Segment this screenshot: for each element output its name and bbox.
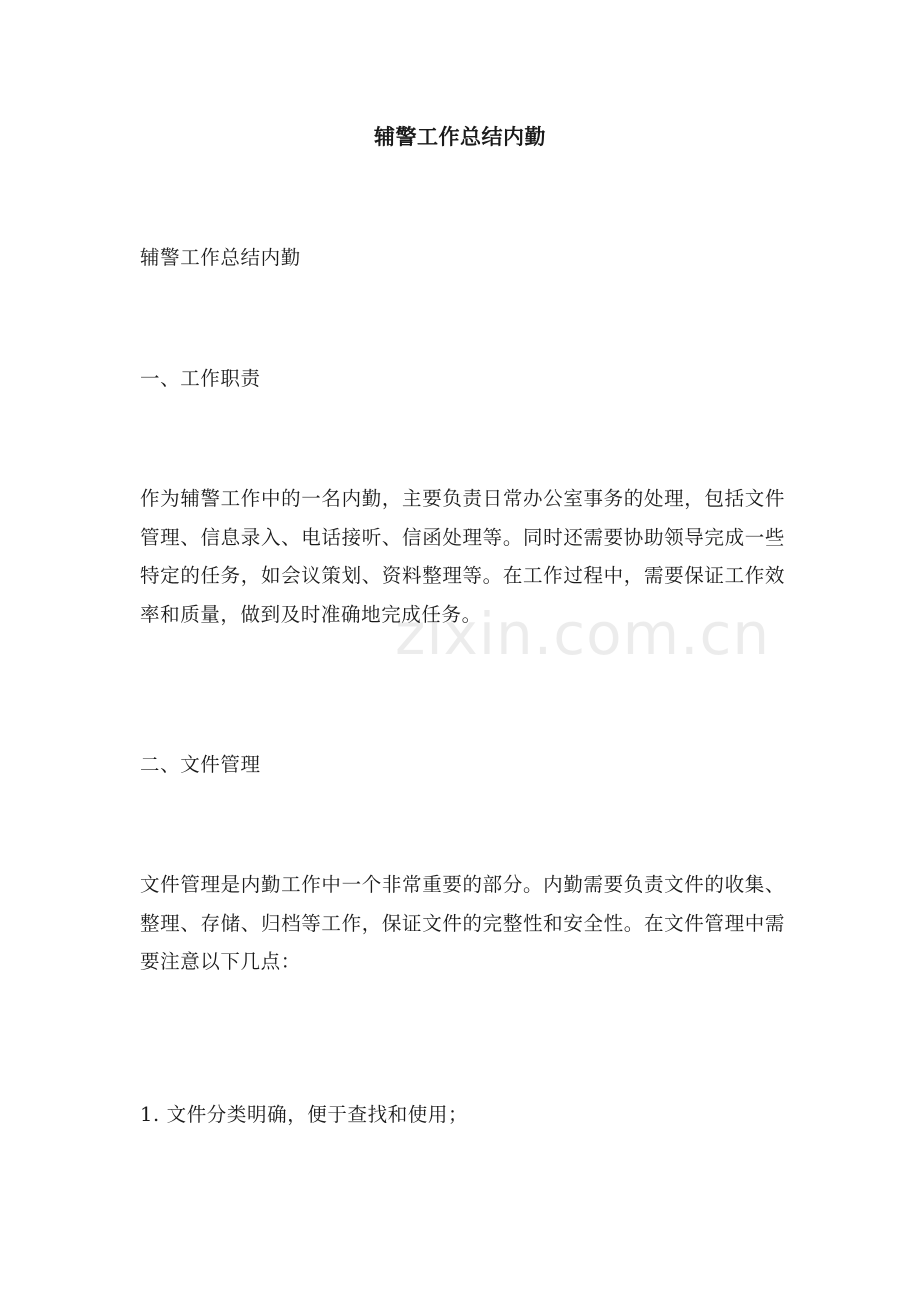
list-item-1: 1. 文件分类明确，便于查找和使用； xyxy=(140,1103,469,1126)
site-watermark: zixin.com.cn xyxy=(395,600,771,668)
section-heading-duties: 一、工作职责 xyxy=(140,367,261,390)
document-title: 辅警工作总结内勤 xyxy=(374,125,546,149)
paragraph-file-management: 文件管理是内勤工作中一个非常重要的部分。内勤需要负责文件的收集、整理、存储、归档等工作，保证文件的完整性和安全性。在文件管理中需要注意以下几点： xyxy=(140,873,785,973)
section-heading-file-management: 二、文件管理 xyxy=(140,753,261,776)
paragraph-duties: 作为辅警工作中的一名内勤，主要负责日常办公室事务的处理，包括文件管理、信息录入、电话接听、信函处理等。同时还需要协助领导完成一些特定的任务，如会议策划、资料整理等。在工作过程中，需要保证工作效率和质量，做到及时准确地完成任务。 xyxy=(140,487,785,626)
document-subtitle: 辅警工作总结内勤 xyxy=(140,246,301,269)
